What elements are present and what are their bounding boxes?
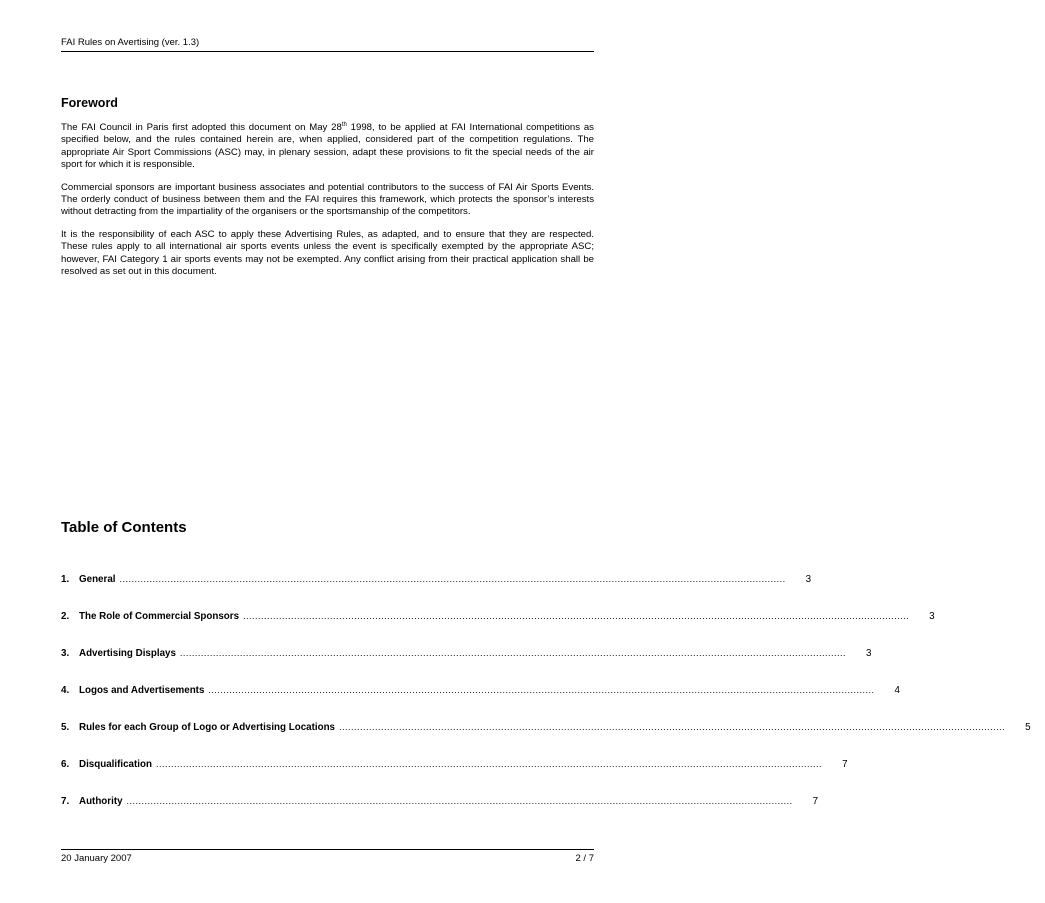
foreword-paragraph-2: Commercial sponsors are important business associates and potential contributors to the success of FAI Air Sports Events. The orderly conduct of business between them and the FAI requires this framework, which protects the sponsor’s interests without detracting from the impartiality of the organisers or the sportsmanship of the competitors. (61, 181, 594, 218)
foreword-paragraph-3: It is the responsibility of each ASC to apply these Advertising Rules, as adapted, and to ensure that they are respected. These rules apply to all international air sports events unless the event is specifically exempted by the appropriate ASC; however, FAI Category 1 air sports events may not be exempted. Any conflict arising from their practical application shall be resolved as set out in this document. (61, 228, 594, 278)
toc-entry-label: Disqualification (79, 759, 152, 770)
toc-entry-number: 5. (61, 722, 70, 733)
toc-leader-dots: .............................................................................................................................................................................................................................. (208, 685, 875, 695)
toc-entry-number: 6. (61, 759, 70, 770)
toc-leader-dots: .............................................................................................................................................................................................................................. (243, 611, 910, 621)
toc-entry[interactable] (61, 759, 848, 796)
toc-entry-page: 3 (866, 648, 872, 659)
toc-entry-page: 5 (1025, 722, 1031, 733)
table-of-contents (61, 574, 1031, 833)
foreword-title: Foreword (61, 96, 118, 110)
toc-entry[interactable] (61, 685, 900, 722)
toc-entry[interactable] (61, 722, 1031, 759)
toc-entry-label: General (79, 574, 116, 585)
foreword-section (61, 96, 594, 288)
toc-leader-dots: .............................................................................................................................................................................................................................. (155, 759, 823, 769)
toc-entry[interactable] (61, 796, 819, 833)
toc-leader-dots: .............................................................................................................................................................................................................................. (119, 574, 786, 584)
toc-entry-number: 3. (61, 648, 70, 659)
header-title: FAI Rules on Avertising (ver. 1.3) (61, 37, 200, 48)
toc-entry-number: 4. (61, 685, 70, 696)
toc-entry-page: 3 (929, 611, 935, 622)
foreword-paragraph-1: The FAI Council in Paris first adopted this document on May 28th 1998, to be applied at FAI International competitions as specified below, and the rules contained herein are, when applied, considered part of the competition regulations. The appropriate Air Sport Commissions (ASC) may, in plenary session, adapt these provisions to fit the special needs of the air sport for which it is responsible. (61, 121, 594, 171)
toc-entry-page: 7 (842, 759, 848, 770)
page-footer (61, 849, 594, 864)
page-header (61, 37, 594, 52)
toc-entry-label: Authority (79, 796, 123, 807)
toc-entry-label: The Role of Commercial Sponsors (79, 611, 240, 622)
toc-entry-label: Advertising Displays (79, 648, 176, 659)
toc-entry[interactable] (61, 574, 812, 611)
toc-entry-number: 1. (61, 574, 70, 585)
footer-page-number: 2 / 7 (575, 853, 594, 864)
toc-entry-number: 7. (61, 796, 70, 807)
toc-title: Table of Contents (61, 519, 187, 536)
toc-entry[interactable] (61, 611, 935, 648)
toc-leader-dots: .............................................................................................................................................................................................................................. (339, 722, 1006, 732)
toc-entry[interactable] (61, 648, 872, 685)
toc-entry-page: 7 (812, 796, 819, 807)
toc-leader-dots: .............................................................................................................................................................................................................................. (126, 796, 793, 806)
toc-leader-dots: .............................................................................................................................................................................................................................. (179, 648, 847, 658)
toc-entry-number: 2. (61, 611, 70, 622)
footer-date: 20 January 2007 (61, 853, 132, 864)
toc-entry-label: Rules for each Group of Logo or Advertising Locations (79, 722, 336, 733)
toc-entry-page: 4 (894, 685, 900, 696)
toc-entry-page: 3 (805, 574, 812, 585)
toc-entry-label: Logos and Advertisements (79, 685, 205, 696)
